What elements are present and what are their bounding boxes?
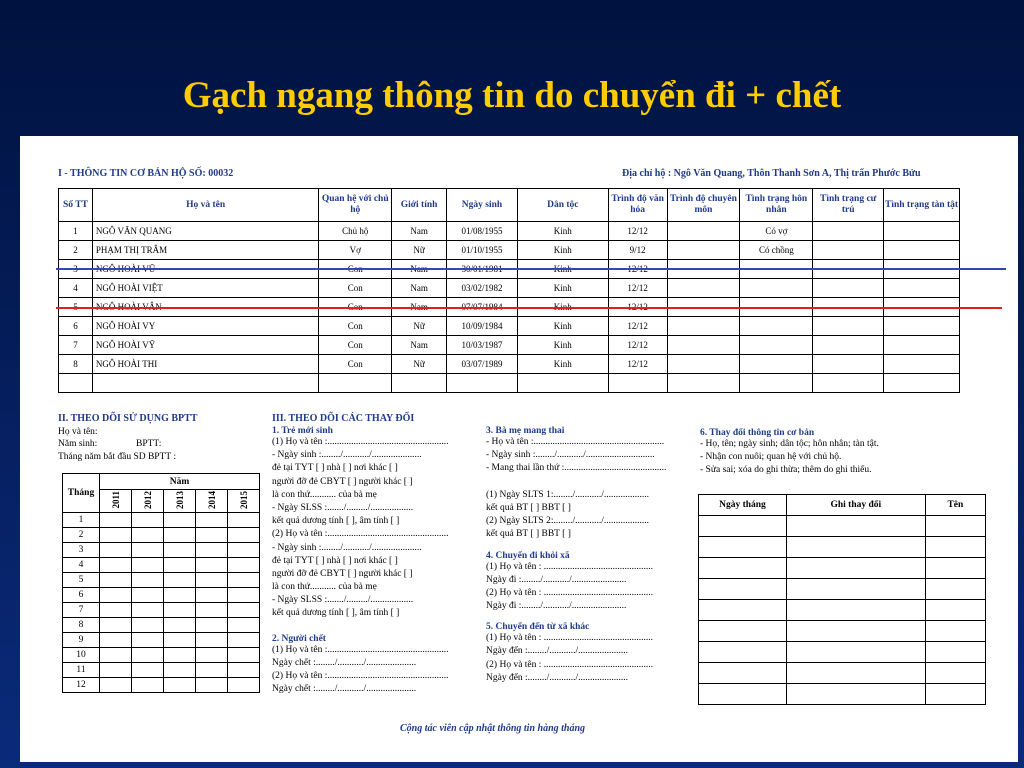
table-cell: Kinh	[517, 241, 608, 260]
table-cell: 10/03/1987	[447, 336, 518, 355]
table-cell: Con	[319, 355, 392, 374]
form-line: - Ngày SLSS :......./........./..................	[272, 595, 414, 606]
year-cell	[132, 490, 164, 513]
bptt-cell	[196, 543, 228, 558]
newborn-title: 1. Trẻ mới sinh	[272, 426, 333, 436]
col-header: Ngày sinh	[447, 189, 518, 222]
moveout-title: 4. Chuyển đi khỏi xã	[486, 550, 570, 561]
col-header: Số TT	[59, 189, 93, 222]
table-cell: 7	[59, 336, 93, 355]
change-row	[699, 516, 986, 537]
year-label: 2011	[110, 490, 121, 509]
month-label: 10	[63, 648, 100, 663]
form-line: là con thứ........... của bà mẹ	[272, 489, 377, 500]
table-cell: 12/12	[608, 222, 667, 241]
red-strike-line	[56, 307, 1002, 309]
change-cell	[925, 684, 985, 705]
col-header: Tình trạng hôn nhân	[740, 189, 813, 222]
year-label: 2014	[206, 490, 217, 509]
month-row	[63, 588, 260, 603]
table-cell	[517, 374, 608, 393]
change-cell	[699, 663, 787, 684]
bptt-cell	[196, 558, 228, 573]
form-line: (1) Họ và tên : ..............................................	[486, 633, 654, 644]
bptt-cell	[228, 603, 260, 618]
bptt-cell	[132, 543, 164, 558]
table-cell	[884, 222, 960, 241]
table-cell	[884, 374, 960, 393]
change-cell	[925, 621, 985, 642]
bptt-cell	[100, 513, 132, 528]
table-row	[59, 374, 960, 393]
change-row	[699, 558, 986, 579]
form-line: (2) Họ và tên :...................................................	[272, 671, 449, 681]
bptt-cell	[100, 543, 132, 558]
bptt-cell	[196, 618, 228, 633]
blue-strike-line	[56, 268, 1006, 270]
month-label: 12	[63, 678, 100, 693]
bptt-cell	[228, 618, 260, 633]
change-header: Tên	[925, 495, 985, 516]
bptt-cell	[228, 663, 260, 678]
bptt-cell	[164, 648, 196, 663]
form-line: Ngày đi :......../.........../.......................	[486, 574, 627, 585]
col-header: Tình trạng cư trú	[813, 189, 884, 222]
table-cell	[740, 374, 813, 393]
bptt-cell	[228, 558, 260, 573]
table-cell: Kinh	[517, 336, 608, 355]
table-cell: NGÔ VĂN QUANG	[92, 222, 318, 241]
change-cell	[925, 537, 985, 558]
table-cell	[813, 374, 884, 393]
bptt-cell	[132, 513, 164, 528]
year-label: 2015	[238, 490, 249, 509]
table-cell	[813, 222, 884, 241]
month-label: 8	[63, 618, 100, 633]
bptt-cell	[100, 633, 132, 648]
col-header: Trình độ chuyên môn	[667, 189, 740, 222]
change-cell	[786, 558, 925, 579]
change-cell	[925, 600, 985, 621]
change-cell	[699, 684, 787, 705]
bptt-cell	[164, 573, 196, 588]
table-cell	[813, 317, 884, 336]
bptt-cell	[196, 513, 228, 528]
table-cell: NGÔ HOÀI VIỆT	[92, 279, 318, 298]
bptt-cell	[196, 648, 228, 663]
slide-title: Gạch ngang thông tin do chuyển đi + chết	[182, 75, 842, 116]
form-line: - Họ, tên; ngày sinh; dân tộc; hôn nhân; tàn tật.	[700, 439, 879, 449]
bptt-cell	[164, 588, 196, 603]
change-cell	[925, 516, 985, 537]
month-label: 6	[63, 588, 100, 603]
bptt-cell	[228, 513, 260, 528]
change-cell	[699, 558, 787, 579]
bptt-cell	[196, 603, 228, 618]
table-cell: Nữ	[392, 355, 447, 374]
form-line: kết quả dương tính [ ], âm tính [ ]	[272, 516, 400, 527]
year-cell	[228, 490, 260, 513]
household-address: Địa chỉ hộ : Ngô Văn Quang, Thôn Thanh Sơn A, Thị trấn Phước Bửu	[622, 168, 921, 179]
change-cell	[786, 642, 925, 663]
bptt-cell	[228, 543, 260, 558]
bptt-cell	[164, 543, 196, 558]
bptt-cell	[132, 663, 164, 678]
table-cell	[740, 336, 813, 355]
form-line: người đỡ đẻ CBYT [ ] người khác [ ]	[272, 476, 413, 487]
bptt-cell	[228, 678, 260, 693]
form-line: (2) Họ và tên : ..............................................	[486, 587, 654, 598]
table-cell: 8	[59, 355, 93, 374]
table-cell: 4	[59, 279, 93, 298]
bptt-cell	[132, 633, 164, 648]
table-row	[59, 317, 960, 336]
change-cell	[786, 600, 925, 621]
year-cell	[164, 490, 196, 513]
table-cell: 1	[59, 222, 93, 241]
table-cell: 01/08/1955	[447, 222, 518, 241]
table-cell	[813, 355, 884, 374]
table-cell	[667, 279, 740, 298]
table-cell: Kinh	[517, 222, 608, 241]
change-cell	[786, 516, 925, 537]
table-cell: 2	[59, 241, 93, 260]
bptt-cell	[164, 678, 196, 693]
table-cell: 01/10/1955	[447, 241, 518, 260]
table-cell	[740, 317, 813, 336]
change-row	[699, 621, 986, 642]
change-cell	[786, 579, 925, 600]
bptt-cell	[132, 528, 164, 543]
change-row	[699, 600, 986, 621]
bptt-cell	[228, 573, 260, 588]
table-cell	[813, 279, 884, 298]
table-cell: Nữ	[392, 241, 447, 260]
table-cell	[667, 336, 740, 355]
table-cell: Có chồng	[740, 241, 813, 260]
table-cell	[667, 317, 740, 336]
bptt-cell	[100, 603, 132, 618]
form-line: đẻ tại TYT [ ] nhà [ ] nơi khác [ ]	[272, 555, 398, 566]
col-header: Quan hệ với chủ hộ	[319, 189, 392, 222]
table-cell: 12/12	[608, 355, 667, 374]
month-row	[63, 603, 260, 618]
form-line: kết quả dương tính [ ], âm tính [ ]	[272, 608, 400, 619]
bptt-cell	[196, 633, 228, 648]
year-cell	[100, 490, 132, 513]
table-cell: NGÔ HOÀI THI	[92, 355, 318, 374]
household-record-sheet	[20, 136, 1018, 762]
table-cell	[740, 355, 813, 374]
form-line: Ngày chết :......../.........../.....................	[272, 684, 417, 695]
form-line: - Ngày sinh :......../.........../.....................	[272, 542, 422, 553]
table-cell	[667, 374, 740, 393]
table-cell: Kinh	[517, 279, 608, 298]
bptt-name-label: Họ và tên:	[58, 427, 98, 437]
table-cell: 12/12	[608, 279, 667, 298]
table-cell: Kinh	[517, 317, 608, 336]
year-label: 2013	[174, 490, 185, 509]
form-line: - Ngày sinh :......../.........../.....................	[272, 450, 422, 461]
month-label: 5	[63, 573, 100, 588]
form-line: là con thứ........... của bà mẹ	[272, 582, 377, 593]
table-row	[59, 241, 960, 260]
form-line: Ngày đi :......../.........../.......................	[486, 601, 627, 612]
month-row	[63, 678, 260, 693]
table-cell	[59, 374, 93, 393]
table-cell: 9/12	[608, 241, 667, 260]
month-row	[63, 543, 260, 558]
basic-title: 6. Thay đổi thông tin cơ bản	[700, 428, 815, 438]
change-cell	[699, 600, 787, 621]
bptt-start-label: Tháng năm bắt đầu SD BPTT :	[58, 452, 177, 462]
bptt-cell	[228, 648, 260, 663]
change-cell	[925, 558, 985, 579]
death-title: 2. Người chết	[272, 633, 326, 644]
bptt-cell	[100, 588, 132, 603]
change-header: Ngày tháng	[699, 495, 787, 516]
table-cell	[92, 374, 318, 393]
table-cell	[447, 374, 518, 393]
table-cell	[884, 279, 960, 298]
month-label: 2	[63, 528, 100, 543]
table-cell	[884, 241, 960, 260]
form-line: người đỡ đẻ CBYT [ ] người khác [ ]	[272, 568, 413, 579]
month-label: 1	[63, 513, 100, 528]
form-line	[486, 477, 666, 490]
month-row	[63, 573, 260, 588]
bptt-cell	[164, 513, 196, 528]
table-row	[59, 336, 960, 355]
bptt-cell	[100, 648, 132, 663]
table-cell	[884, 355, 960, 374]
change-cell	[925, 663, 985, 684]
form-line: (2) Họ và tên : ..............................................	[486, 659, 654, 670]
change-cell	[699, 579, 787, 600]
table-cell	[392, 374, 447, 393]
year-cell	[196, 490, 228, 513]
bptt-method-label: BPTT:	[136, 439, 162, 449]
table-cell: NGÔ HOÀI VỸ	[92, 336, 318, 355]
month-row	[63, 663, 260, 678]
household-members-table	[58, 188, 960, 393]
table-cell: Con	[319, 336, 392, 355]
table-cell: 12/12	[608, 336, 667, 355]
table-cell: Có vợ	[740, 222, 813, 241]
month-label: 7	[63, 603, 100, 618]
table-cell	[667, 222, 740, 241]
bptt-cell	[100, 618, 132, 633]
section1-title: I - THÔNG TIN CƠ BẢN HỘ SỐ: 00032	[58, 168, 234, 179]
table-cell: PHẠM THỊ TRÂM	[92, 241, 318, 260]
bptt-cell	[132, 573, 164, 588]
table-cell: Chủ hộ	[319, 222, 392, 241]
bptt-cell	[100, 573, 132, 588]
col-header: Dân tộc	[517, 189, 608, 222]
basic-info-block	[700, 428, 879, 479]
change-cell	[699, 537, 787, 558]
table-cell: Nam	[392, 222, 447, 241]
bptt-cell	[196, 588, 228, 603]
bptt-cell	[164, 618, 196, 633]
bptt-cell	[132, 603, 164, 618]
table-cell	[667, 241, 740, 260]
change-log-table	[698, 494, 986, 705]
form-line: đẻ tại TYT [ ] nhà [ ] nơi khác [ ]	[272, 463, 398, 474]
bptt-cell	[196, 573, 228, 588]
bptt-cell	[132, 648, 164, 663]
bptt-birth-label: Năm sinh:	[58, 439, 98, 449]
col-header: Họ và tên	[92, 189, 318, 222]
form-line: Ngày chết :......../.........../.....................	[272, 657, 417, 668]
table-cell	[608, 374, 667, 393]
month-label: 9	[63, 633, 100, 648]
newborn-block	[272, 426, 449, 697]
form-line: kết quả BT [ ] BBT [ ]	[486, 502, 571, 513]
form-line: - Ngày sinh :......../.........../.............................	[486, 450, 655, 461]
bptt-cell	[164, 663, 196, 678]
table-cell	[813, 336, 884, 355]
month-row	[63, 528, 260, 543]
pregnancy-block	[486, 426, 666, 686]
table-cell	[740, 279, 813, 298]
footer-note: Cộng tác viên cập nhật thông tin hàng tháng	[400, 723, 586, 734]
table-cell	[319, 374, 392, 393]
form-line: (2) Họ và tên :...................................................	[272, 529, 449, 540]
month-row	[63, 618, 260, 633]
bptt-cell	[100, 558, 132, 573]
table-cell: 03/07/1989	[447, 355, 518, 374]
month-row	[63, 633, 260, 648]
table-cell	[813, 241, 884, 260]
bptt-cell	[164, 528, 196, 543]
form-line: - Họ và tên :.......................................................	[486, 437, 665, 447]
table-cell: 10/09/1984	[447, 317, 518, 336]
bptt-cell	[228, 528, 260, 543]
month-header: Tháng	[63, 474, 100, 513]
form-line: kết quả BT [ ] BBT [ ]	[486, 529, 571, 540]
form-line: - Nhận con nuôi; quan hệ với chủ hộ.	[700, 452, 842, 463]
bptt-cell	[100, 663, 132, 678]
table-cell: Con	[319, 317, 392, 336]
change-row	[699, 663, 986, 684]
change-cell	[699, 516, 787, 537]
bptt-cell	[132, 618, 164, 633]
change-cell	[786, 684, 925, 705]
bptt-cell	[196, 528, 228, 543]
bptt-cell	[164, 558, 196, 573]
year-label: 2012	[142, 490, 153, 509]
bptt-cell	[100, 678, 132, 693]
section3-title: III. THEO DÕI CÁC THAY ĐỔI	[272, 413, 415, 424]
form-line: (1) Họ và tên :...................................................	[272, 437, 449, 447]
col-header: Trình độ văn hóa	[608, 189, 667, 222]
change-row	[699, 537, 986, 558]
table-row	[59, 222, 960, 241]
year-header: Năm	[100, 474, 260, 490]
bptt-cell	[196, 678, 228, 693]
form-line: (1) Ngày SLTS 1:......../.........../...................	[486, 489, 649, 500]
month-row	[63, 648, 260, 663]
table-row	[59, 355, 960, 374]
bptt-cell	[100, 528, 132, 543]
month-label: 3	[63, 543, 100, 558]
table-cell	[884, 317, 960, 336]
change-cell	[786, 621, 925, 642]
col-header: Giới tính	[392, 189, 447, 222]
pregnant-title: 3. Bà mẹ mang thai	[486, 426, 565, 436]
change-cell	[786, 663, 925, 684]
form-line: - Mang thai lần thứ :...........................................	[486, 463, 667, 474]
table-cell: Kinh	[517, 355, 608, 374]
change-cell	[699, 642, 787, 663]
table-cell: Vợ	[319, 241, 392, 260]
bptt-tracking-table	[62, 473, 260, 693]
bptt-cell	[132, 558, 164, 573]
form-line: Ngày đến :......../.........../.....................	[486, 646, 628, 657]
month-label: 4	[63, 558, 100, 573]
change-cell	[925, 579, 985, 600]
month-row	[63, 513, 260, 528]
change-cell	[925, 642, 985, 663]
table-cell	[884, 336, 960, 355]
form-line: - Sửa sai; xóa do ghi thừa; thêm do ghi thiếu.	[700, 465, 872, 476]
bptt-cell	[132, 678, 164, 693]
table-cell: 12/12	[608, 317, 667, 336]
col-header: Tình trạng tàn tật	[884, 189, 960, 222]
form-line: (1) Họ và tên : ..............................................	[486, 561, 654, 572]
bptt-cell	[164, 603, 196, 618]
table-cell: Con	[319, 279, 392, 298]
change-row	[699, 642, 986, 663]
movein-title: 5. Chuyển đến từ xã khác	[486, 622, 590, 633]
table-cell: Nam	[392, 279, 447, 298]
form-line: (2) Ngày SLTS 2:......../.........../...................	[486, 516, 649, 527]
table-cell	[667, 355, 740, 374]
month-row	[63, 558, 260, 573]
bptt-cell	[228, 633, 260, 648]
table-cell: Nữ	[392, 317, 447, 336]
form-line: - Ngày SLSS :......./........./..................	[272, 502, 414, 513]
change-cell	[786, 537, 925, 558]
form-line: Ngày đến :......../.........../.....................	[486, 672, 628, 683]
change-header: Ghi thay đổi	[786, 495, 925, 516]
table-cell: 03/02/1982	[447, 279, 518, 298]
month-label: 11	[63, 663, 100, 678]
form-line: (1) Họ và tên :...................................................	[272, 644, 449, 655]
section2-title: II. THEO DÕI SỬ DỤNG BPTT	[58, 413, 198, 424]
bptt-cell	[132, 588, 164, 603]
table-cell: 6	[59, 317, 93, 336]
bptt-cell	[196, 663, 228, 678]
change-row	[699, 684, 986, 705]
change-row	[699, 579, 986, 600]
table-row	[59, 279, 960, 298]
bptt-cell	[164, 633, 196, 648]
table-cell: Nam	[392, 336, 447, 355]
table-cell: NGÔ HOÀI VY	[92, 317, 318, 336]
bptt-cell	[228, 588, 260, 603]
change-cell	[699, 621, 787, 642]
